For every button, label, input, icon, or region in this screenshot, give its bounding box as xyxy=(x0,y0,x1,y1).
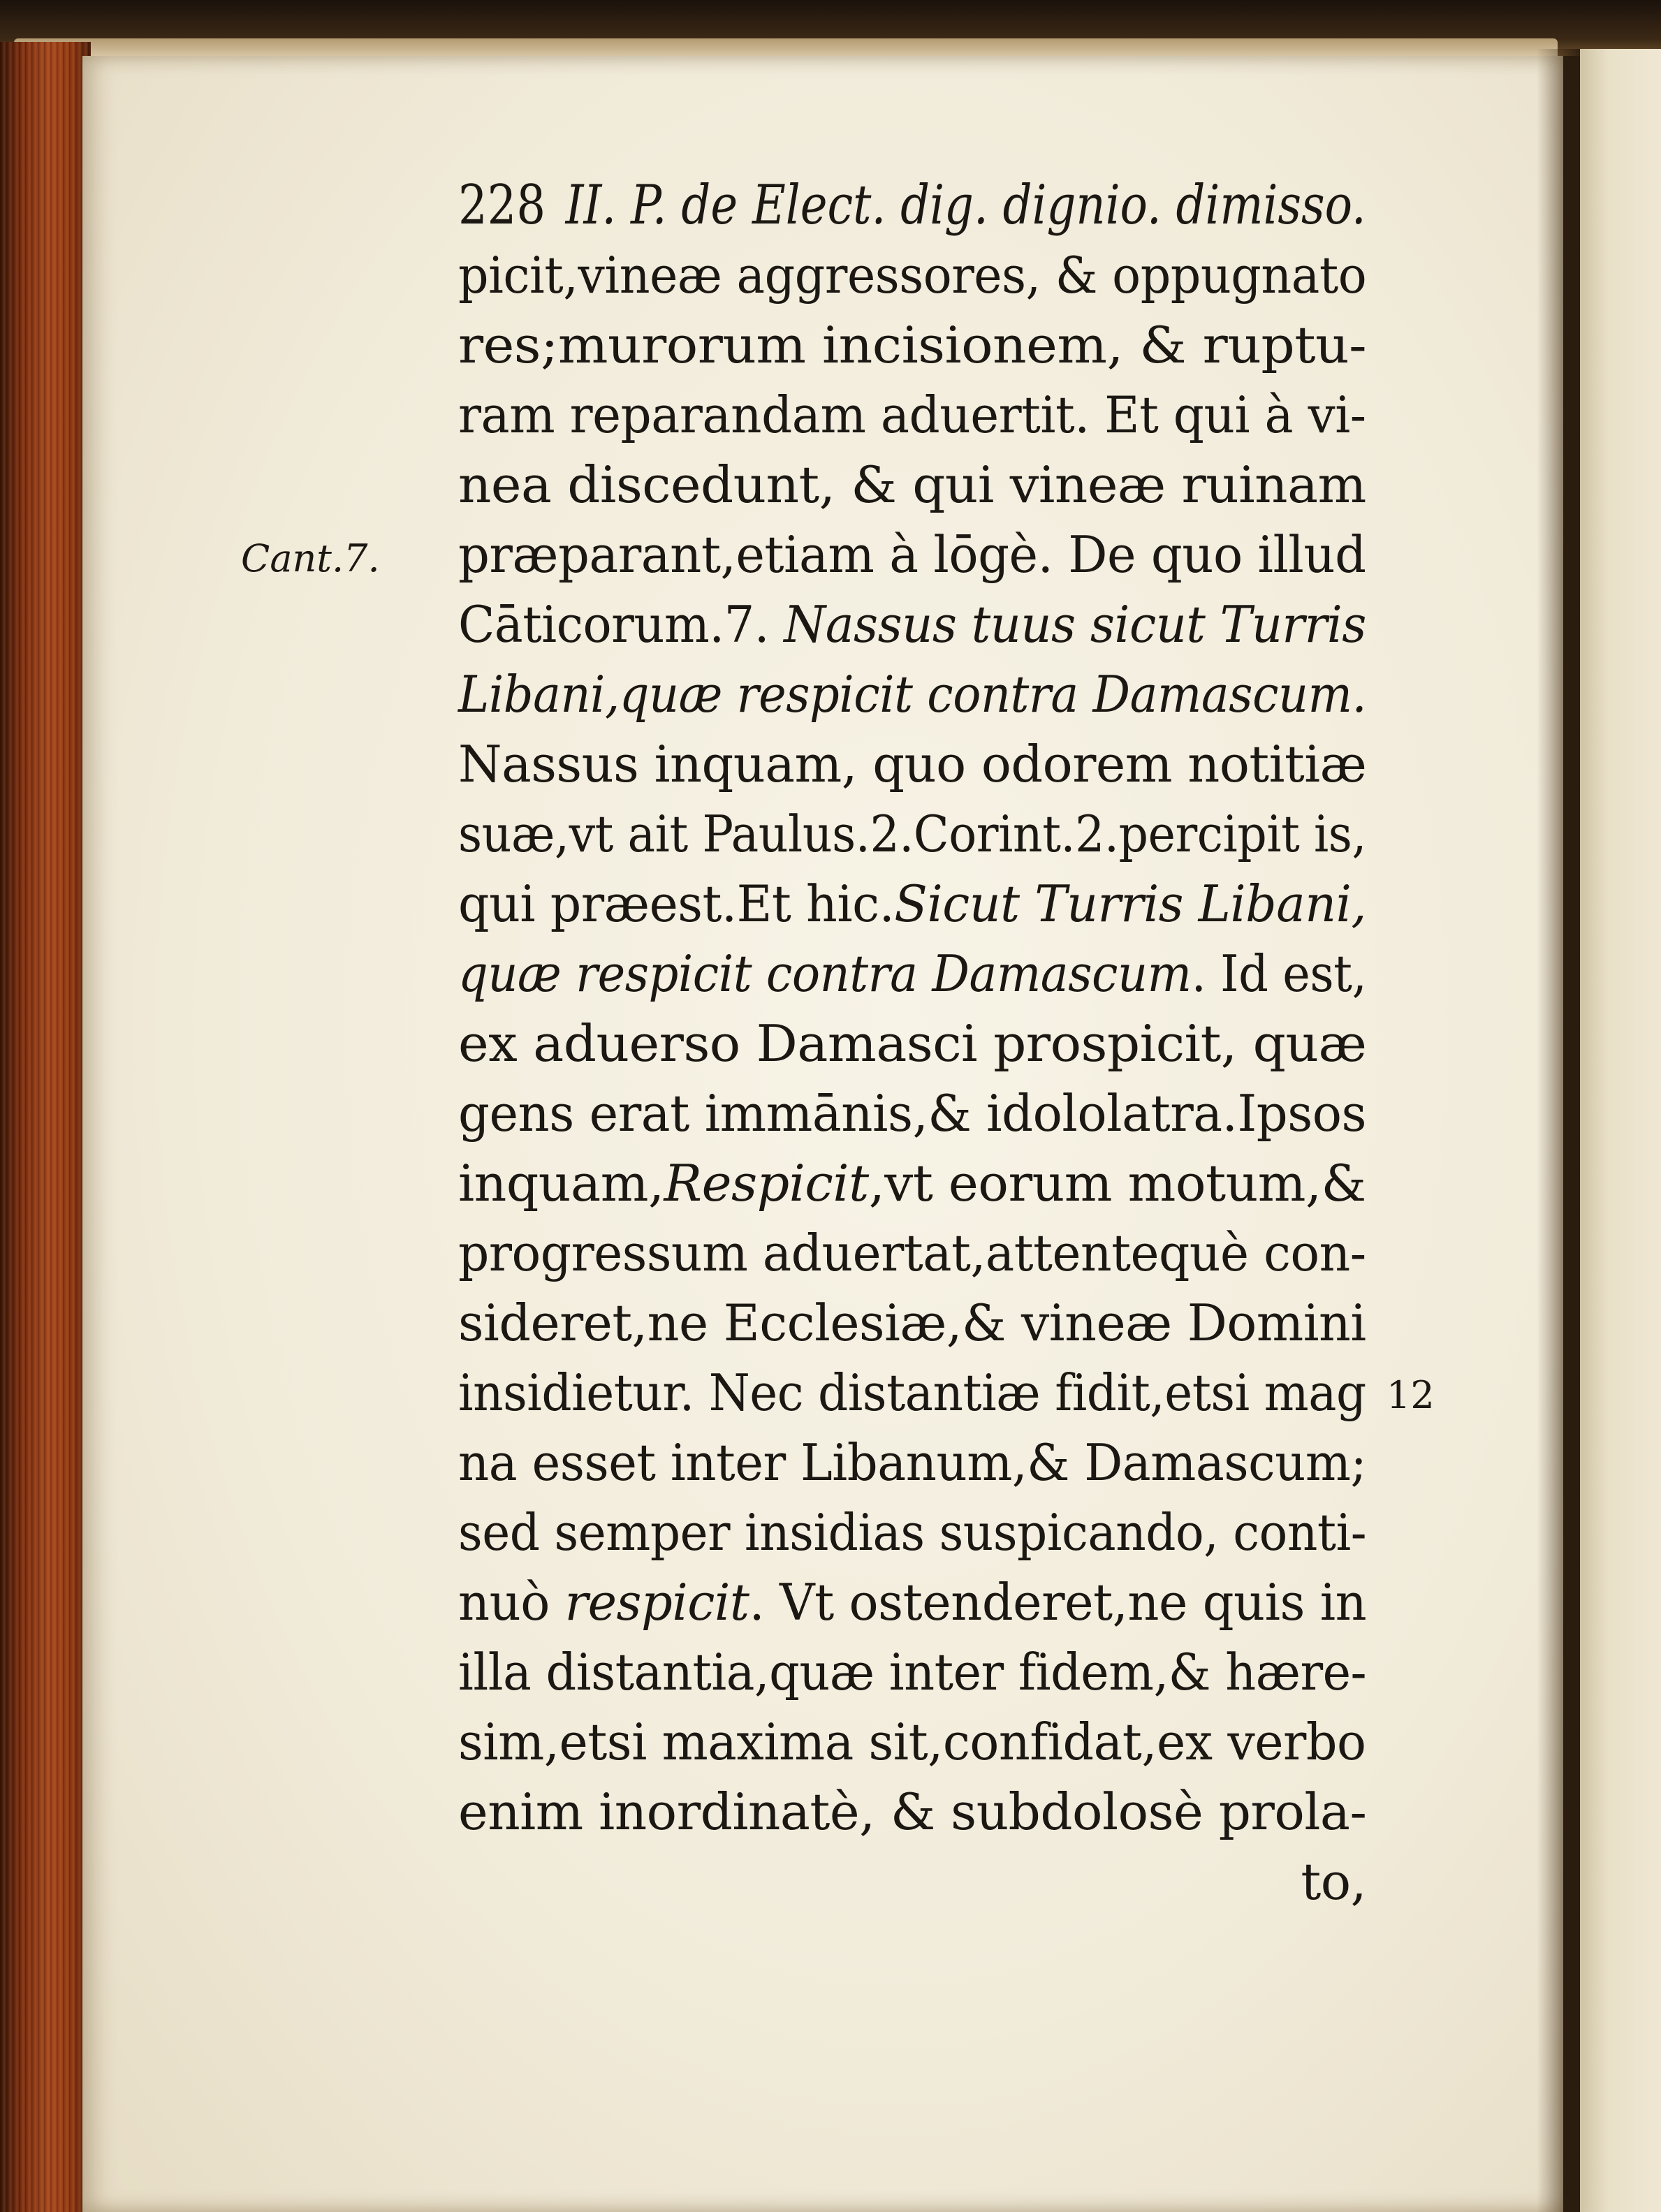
text-segment: progressum aduertat,attentequè con- xyxy=(458,1224,1366,1282)
text-line xyxy=(458,1358,1366,1428)
text-line xyxy=(458,380,1366,450)
text-line xyxy=(458,1078,1366,1148)
text-segment: nea discedunt, & qui vineæ ruinam xyxy=(458,455,1366,514)
text-segment: Cāticorum.7. xyxy=(458,595,784,654)
text-line xyxy=(458,1497,1366,1567)
text-segment: sideret,ne Ecclesiæ,& vineæ Domini xyxy=(458,1294,1366,1352)
text-segment: . Vt ostenderet,ne quis in xyxy=(749,1573,1367,1632)
text-segment: ex aduerso Damasci prospicit, quæ xyxy=(458,1014,1367,1073)
text-segment: qui præest.Et hic. xyxy=(458,874,895,933)
text-line xyxy=(458,939,1366,1009)
text-line xyxy=(458,1567,1366,1637)
text-segment: illa distantia,quæ inter fidem,& hære- xyxy=(458,1643,1367,1701)
text-line xyxy=(458,1218,1366,1288)
text-segment: nuò xyxy=(458,1573,565,1632)
gutter-shadow xyxy=(1537,49,1586,2212)
text-segment: . Id est, xyxy=(1191,944,1367,1003)
margin-line-number: 12 xyxy=(1386,1373,1435,1417)
text-segment: insidietur. Nec distantiæ fidit,etsi mag xyxy=(458,1363,1366,1422)
facing-page xyxy=(1580,49,1661,2212)
italic-segment: Nassus tuus sicut Turris xyxy=(784,595,1366,654)
text-line xyxy=(458,869,1366,939)
text-line xyxy=(458,589,1366,659)
text-line xyxy=(458,1428,1366,1497)
text-segment: gens erat immānis,& idololatra.Ipsos xyxy=(458,1084,1367,1143)
text-line xyxy=(458,1148,1366,1218)
text-line xyxy=(458,520,1366,589)
text-line xyxy=(458,240,1366,310)
text-segment: enim inordinatè, & subdolosè prola- xyxy=(458,1782,1367,1841)
text-line xyxy=(458,1009,1366,1078)
text-line xyxy=(458,799,1366,869)
running-head-title: II. P. de Elect. dig. dignio. dimisso. xyxy=(565,174,1366,237)
text-line xyxy=(458,1707,1366,1777)
text-segment: præparant,etiam à lōgè. De quo illud xyxy=(458,525,1366,584)
text-line xyxy=(458,310,1366,380)
page-number: 228 xyxy=(458,174,546,237)
text-line xyxy=(458,659,1366,729)
text-segment: ,vt eorum motum,& xyxy=(868,1154,1366,1213)
italic-segment: Libani,quæ respicit contra Damascum. xyxy=(458,665,1367,724)
running-head xyxy=(458,170,1366,240)
margin-note-cant: Cant.7. xyxy=(241,536,380,580)
italic-segment: Sicut Turris Libani, xyxy=(894,874,1366,933)
text-segment: suæ,vt ait Paulus.2.Corint.2.percipit is, xyxy=(458,805,1367,863)
text-segment: picit,vineæ aggressores, & oppugnato xyxy=(458,246,1367,305)
text-line xyxy=(458,1777,1366,1847)
italic-segment: quæ respicit contra Damascum xyxy=(458,944,1192,1003)
text-segment: ram reparandam aduertit. Et qui à vi- xyxy=(458,386,1366,444)
text-segment: sed semper insidias suspicando, conti- xyxy=(458,1503,1367,1562)
text-line xyxy=(458,1637,1366,1707)
italic-segment: Respicit xyxy=(664,1154,869,1213)
catchword: to, xyxy=(1301,1852,1366,1911)
text-line xyxy=(458,450,1366,520)
text-line xyxy=(458,729,1366,799)
red-page-edges xyxy=(0,42,91,2212)
text-segment: na esset inter Libanum,& Damascum; xyxy=(458,1433,1367,1492)
text-segment: sim,etsi maxima sit,confidat,ex verbo xyxy=(458,1713,1366,1771)
text-segment: inquam, xyxy=(458,1154,664,1213)
text-segment: Nassus inquam, quo odorem notitiæ xyxy=(458,735,1367,793)
text-line xyxy=(458,1288,1366,1358)
italic-segment: respicit xyxy=(564,1573,749,1632)
text-segment: res;murorum incisionem, & ruptu- xyxy=(458,316,1367,374)
